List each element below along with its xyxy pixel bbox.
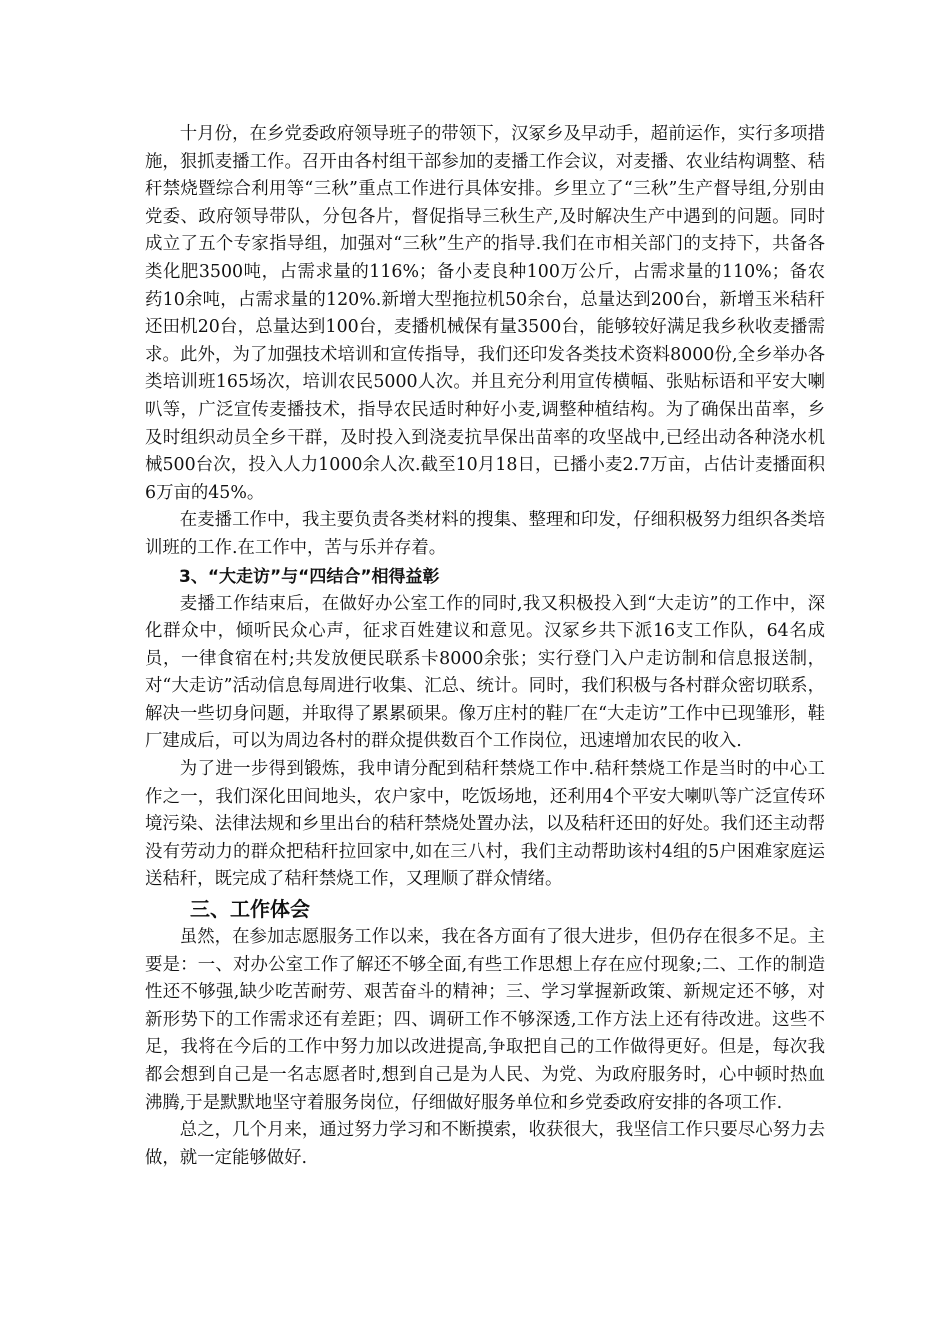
paragraph-autumn-sowing: 十月份，在乡党委政府领导班子的带领下，汉冢乡及早动手，超前运作，实行多项措施，狠抓麦播工作。召开由各村组干部参加的麦播工作会议，对麦播、农业结构调整、秸秆禁烧暨综合利用等“三秋”重点工作进行具体安排。乡里立了“三秋”生产督导组,分别由党委、政府领导带队，分包各片，督促指导三秋生产,及时解决生产中遇到的问题。同时成立了五个专家指导组，加强对“三秋”生产的指导.我们在市相关部门的支持下，共备各类化肥3500吨，占需求量的116%；备小麦良种100万公斤，占需求量的110%；备农药10余吨，占需求量的120%.新增大型拖拉机50余台，总量达到200台，新增玉米秸秆还田机20台，总量达到100台，麦播机械保有量3500台，能够较好满足我乡秋收麦播需求。此外，为了加强技术培训和宣传指导，我们还印发各类技术资料8000份,全乡举办各类培训班165场次，培训农民5000人次。并且充分利用宣传横幅、张贴标语和平安大喇叭等，广泛宣传麦播技术，指导农民适时种好小麦,调整种植结构。为了确保出苗率，乡及时组织动员全乡干群，及时投入到浇麦抗旱保出苗率的攻坚战中,已经出动各种浇水机械500台次，投入人力1000余人次.截至10月18日，已播小麦2.7万亩，占估计麦播面积6万亩的45%。 <box>145 124 825 503</box>
section-heading-experience: 三、工作体会 <box>190 897 310 922</box>
paragraph-my-role: 在麦播工作中，我主要负责各类材料的搜集、整理和印发，仔细积极努力组织各类培训班的工作.在工作中，苦与乐并存着。 <box>145 510 825 558</box>
paragraph-big-visit: 麦播工作结束后，在做好办公室工作的同时,我又积极投入到“大走访”的工作中，深化群众中，倾听民众心声，征求百姓建议和意见。汉冢乡共下派16支工作队，64名成员，一律食宿在村;共发放便民联系卡8000余张；实行登门入户走访制和信息报送制，对“大走访”活动信息每周进行收集、汇总、统计。同时，我们积极与各村群众密切联系，解决一些切身问题，并取得了累累硕果。像万庄村的鞋厂在“大走访”工作中已现雏形，鞋厂建成后，可以为周边各村的群众提供数百个工作岗位，迅速增加农民的收入. <box>145 593 825 752</box>
paragraph-shortcomings: 虽然，在参加志愿服务工作以来，我在各方面有了很大进步，但仍存在很多不足。主要是：一、对办公室工作了解还不够全面,有些工作思想上存在应付现象;二、工作的制造性还不够强,缺少吃苦耐劳、艰苦奋斗的精神；三、学习掌握新政策、新规定还不够，对新形势下的工作需求还有差距；四、调研工作不够深透,工作方法上还有待改进。这些不足，我将在今后的工作中努力加以改进提高,争取把自己的工作做得更好。但是，每次我都会想到自己是一名志愿者时,想到自己是为人民、为党、为政府服务时，心中顿时热血沸腾,于是默默地坚守着服务岗位，仔细做好服务单位和乡党委政府安排的各项工作. <box>145 927 825 1113</box>
paragraph-straw-burning: 为了进一步得到锻炼，我申请分配到秸秆禁烧工作中.秸秆禁烧工作是当时的中心工作之一，我们深化田间地头，农户家中，吃饭场地，还利用4个平安大喇叭等广泛宣传环境污染、法律法规和乡里出台的秸秆禁烧处置办法，以及秸秆还田的好处。我们还主动帮没有劳动力的群众把秸秆拉回家中,如在三八村，我们主动帮助该村4组的5户困难家庭运送秸秆，既完成了秸秆禁烧工作，又理顺了群众情绪。 <box>145 759 825 890</box>
paragraph-conclusion: 总之，几个月来，通过努力学习和不断摸索，收获很大，我坚信工作只要尽心努力去做，就一定能够做好. <box>145 1120 825 1168</box>
subheading-big-visit: 3、“大走访”与“四结合”相得益彰 <box>179 566 440 587</box>
document-body <box>145 121 825 1172</box>
